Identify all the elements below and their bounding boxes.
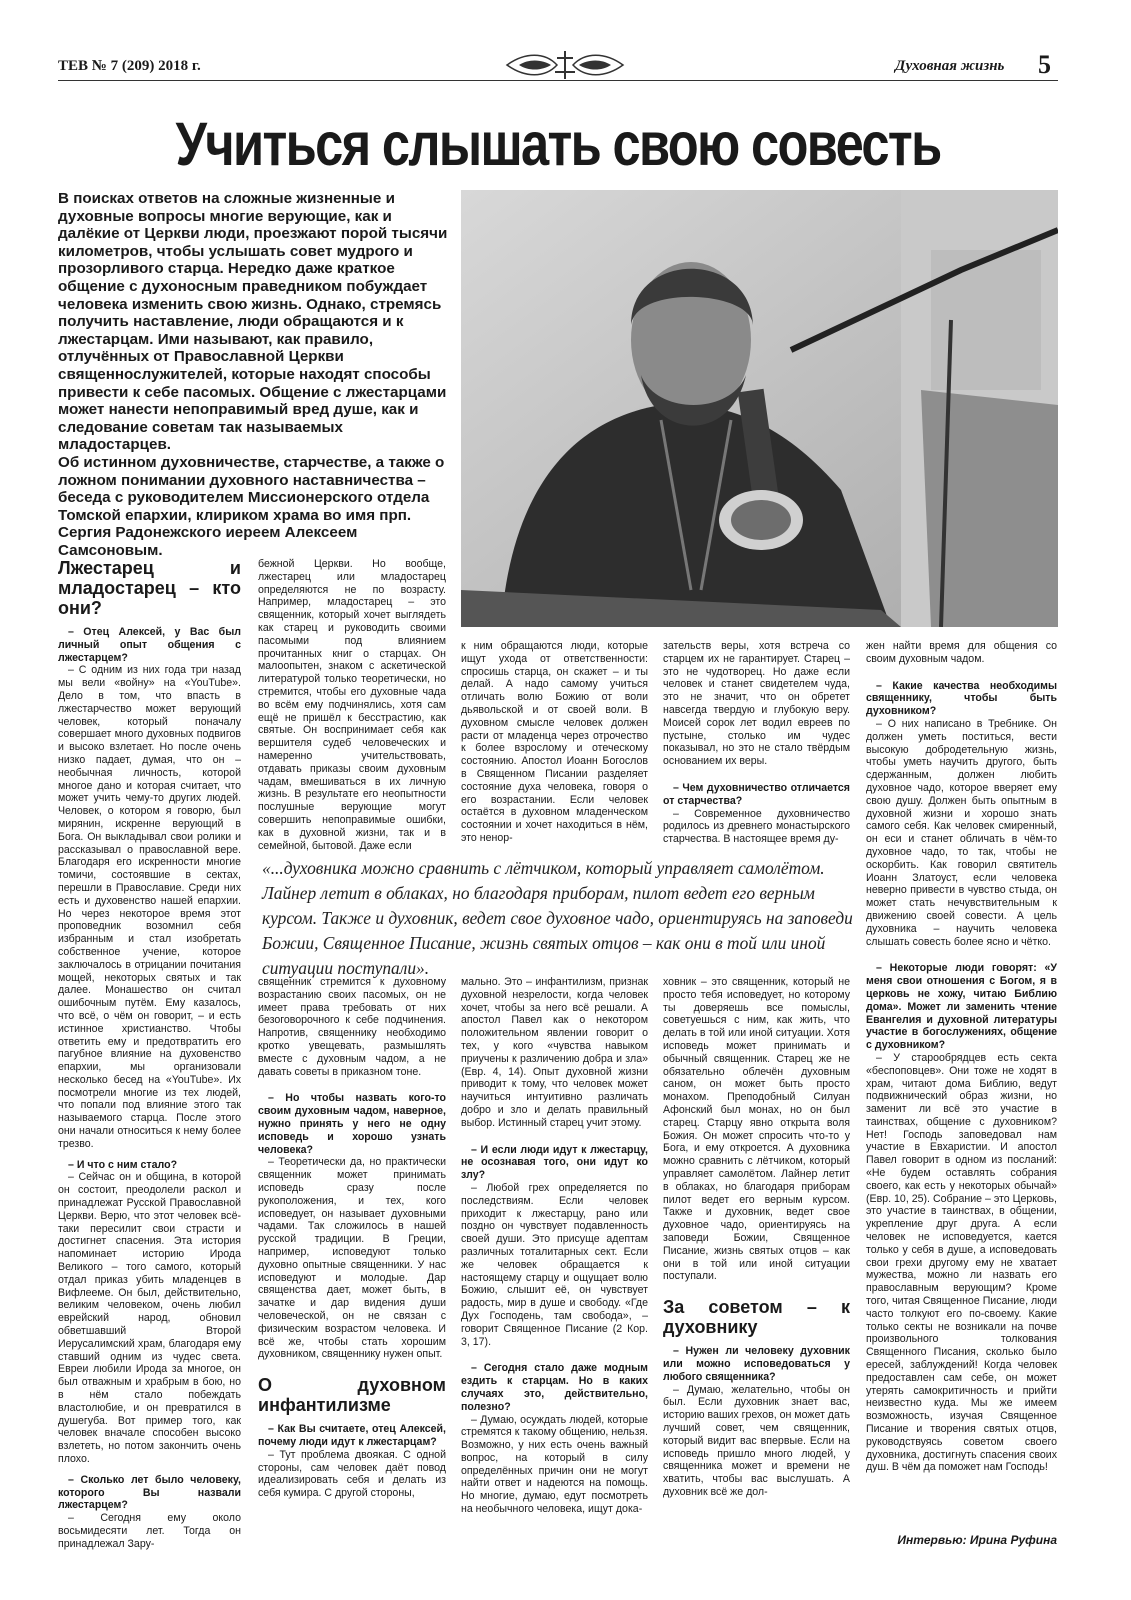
- question: – Нужен ли человеку духовник или можно исповедоваться у любого священника?: [663, 1345, 850, 1383]
- answer-paragraph: – Думаю, осуждать людей, которые стремятся к такому общению, нельзя. Возможно, у них есть очень важный вопрос, на который в силу определённых причин они не могут найти ответ и надеются на помощь. Но многие, думаю, едут посмотреть на необычного человека, ищут дока-: [461, 1413, 648, 1516]
- answer-paragraph: – О них написано в Требнике. Он должен уметь поститься, вести высокую добродетельную жизнь, чтобы уметь научить другого, быть сдержанным, должен любить духовное чадо, которое вверяет ему свою душу. Должен быть опытным в духовной жизни и хорошо знать самого себя. Как человек смиренный, он еси и станет обличать в чём-то духовное чадо, то так, чтобы не оскорбить. Как говорил святитель Иоанн Златоуст, если человека неверно привести в чувство стыда, он может стать нечувствительным к движению своей совести. А цель духовника – научить человека слышать совесть более ясно и чётко.: [866, 717, 1057, 948]
- question: – Отец Алексей, у Вас был личный опыт общения с лжестарцем?: [58, 626, 241, 664]
- question: – И что с ним стало?: [68, 1158, 178, 1171]
- issue-info: ТЕВ № 7 (209) 2018 г.: [58, 58, 201, 74]
- priest-photo: [461, 190, 1058, 627]
- continued-paragraph: жен найти время для общения со своим духовным чадом.: [866, 640, 1057, 665]
- column-2-top: [258, 558, 446, 852]
- column-3-top: [461, 640, 648, 845]
- ornament-icon: [505, 48, 625, 82]
- lead-paragraph: Об истинном духовничестве, старчестве, а также о ложном понимании духовного наставничества – беседа с руководителем Миссионерского отдела Томской епархии, клириком храма во имя прп. Сергия Радонежского иереем Алексеем Самсоновым.: [58, 453, 445, 559]
- question: – Но чтобы назвать кого-то своим духовным чадом, наверное, нужно принять у него не одну исповедь и хорошо узнать человека?: [258, 1092, 446, 1156]
- continued-paragraph: священник стремится к духовному возрастанию своих пасомых, он не имеет права требовать от них безоговорочного к себе подчинения. Напротив, священнику необходимо кротко увещевать, размышлять вместе с духовным чадом, а не давать советы в приказном тоне.: [258, 976, 446, 1078]
- continued-paragraph: ховник – это священник, который не просто тебя исповедует, но которому ты доверяешь все помыслы, советуешься с ним, как жить, что делать в той или иной ситуации. Хотя исповедь может принимать и обычный священник. Старец же не обязательно облечён духовным саном, он может быть просто монахом. Преподобный Силуан Афонский был монах, но он был старец. Старцу явно открыта воля Божия. Он может спросить что-то у Бога, и ему откроется. А духовника можно сравнить с лётчиком, который управляет самолётом. Лайнер летит в облаках, но благодаря приборам пилот ведет его верным курсом. Также и духовник, ведет свое духовное чадо, ориентируясь на заповеди Божии, Священное Писание, жизнь святых отцов – как они в той или иной ситуации поступали.: [663, 976, 850, 1283]
- author-signature: Интервью: Ирина Руфина: [897, 1533, 1057, 1547]
- answer-paragraph: – С одним из них года три назад мы вели «войну» на «YouTube». Дело в том, что впасть в лжестарчество может верующий человек, который поначалу совершает много духовных подвигов и высоко взлетает. Но после очень низко падает, думая, что он – необычная личность, которой многое дано и которая считает, что может учить чему-то других людей. Человек, о котором я говорю, был мирянин, искренне верующий в Бога. Он выкладывал свои ролики и рассказывал о православной вере. Благодаря его искренности многие томичи, состоявшие в сектах, перешли в Православие. Среди них есть и духовенство нашей епархии. Но через некоторое время этот проповедник возомнил себя избранным и стал изобретать собственное учение, которое заключалось в отрицании почитания мощей, некоторых святых и так далее. Монашество он считал ошибочным путём. Ему казалось, что всё, о чём он говорит, – и есть истинное христианство. Чтобы ответить ему и предотвратить его пагубное влияние на духовенство епархии, мы организовали несколько бесед на «YouTube». Их посмотрели многие из тех людей, что попали под влияние этого так называемого старца. После этого они начали относиться к нему более трезво.: [58, 664, 241, 1150]
- column-5: [866, 640, 1057, 1474]
- question: – Как Вы считаете, отец Алексей, почему люди идут к лжестарцам?: [258, 1423, 446, 1448]
- lead-paragraph: В поисках ответов на сложные жизненные и духовные вопросы многие верующие, как и далёкие от Церкви люди, проезжают порой тысячи километров, чтобы услышать совет мудрого и прозорливого старца. Нередко даже краткое общение с духоносным праведником побуждает человека изменить свою жизнь. Однако, стремясь получить наставление, люди обращаются и к лжестарцам. Ими называют, как правило, отлучённых от Православной Церкви священнослужителей, которые находят способы привести к себе пасомых. Общение с лжестарцами может нанести непоправимый вред душе, как и следование советам так называемых младостарцев.: [58, 190, 448, 454]
- question: – Какие качества необходимы священнику, чтобы быть духовником?: [866, 679, 1057, 718]
- answer-paragraph: – Современное духовничество родилось из древнего монастырского старчества. В настоящее время ду-: [663, 807, 850, 846]
- continued-paragraph: к ним обращаются люди, которые ищут ухода от ответственности: спросишь старца, он скажет – и ты делай. А надо самому учиться отличать волю Божию от воли дьявольской и от своей воли. В духовном смысле человек должен расти от младенца через отрочество к более взрослому и отеческому состоянию. Апостол Иоанн Богослов в Священном Писании разделяет состояние духа человека, говоря о его возрастании. Если человек остаётся в духовном младенческом состоянии и хочет находиться в нём, это ненор-: [461, 640, 648, 844]
- column-2-bottom: [258, 976, 446, 1500]
- section-heading: Лжестарец и младостарец – кто они?: [58, 558, 241, 618]
- column-3-bottom: [461, 976, 648, 1516]
- page-number: 5: [1038, 50, 1051, 79]
- section-name: Духовная жизнь: [895, 58, 1005, 74]
- continued-paragraph: бежной Церкви. Но вообще, лжестарец или младостарец определяются не по возрасту. Например, младостарец – это священник, который хочет выглядеть как старец и руководить своими пасомыми под влиянием прочитанных книг о старцах. Он малоопытен, знаком с аскетической литературой только теоретически, но стремится, чтобы его духовные чада во всём ему подчинялись, хотя сам ещё не пришёл к бесстрастию, как святые. Он воспринимает себя как вершителя судеб человеческих и намеренно учительствовать, отдавать приказы своим духовным чадам, вмешиваться в их личную жизнь. В результате его неопытности послушные верующие могут совершить непоправимые ошибки, как в духовной жизни, так и в семейной, бытовой. Даже если: [258, 558, 446, 852]
- answer-paragraph: – Тут проблема двоякая. С одной стороны, сам человек даёт повод идеализировать себя и делать из себя кумира. С другой стороны,: [258, 1448, 446, 1500]
- section-heading: О духовном инфантилизме: [258, 1375, 446, 1416]
- question: – И если люди идут к лжестарцу, не осознавая того, они идут ко злу?: [461, 1143, 648, 1182]
- question: – Сегодня стало даже модным ездить к старцам. Но в каких случаях это, действительно, полезно?: [461, 1362, 648, 1413]
- pull-quote: «...духовника можно сравнить с лётчиком, который управляет самолётом. Лайнер летит в облаках, но благодаря приборам, пилот ведет его верным курсом. Также и духовник, ведет свое духовное чадо, ориентируясь на заповеди Божии, Священное Писание, жизнь святых отцов – как они в той или иной ситуации поступали».: [262, 858, 853, 978]
- section-heading: За советом – к духовнику: [663, 1297, 850, 1338]
- question: – Чем духовничество отличается от старчества?: [663, 781, 850, 807]
- column-1: [58, 558, 241, 1551]
- article-title: Учиться слышать свою совесть: [175, 110, 941, 178]
- answer-paragraph: – Сегодня ему около восьмидесяти лет. Тогда он принадлежал Зару-: [58, 1512, 241, 1550]
- column-4-bottom: [663, 976, 850, 1499]
- answer-paragraph: – Теоретически да, но практически священник может принимать исповедь сразу после рукоположения, и тех, кого исповедует, он называет духовными чадами. Так сложилось в нашей русской традиции. В Греции, например, исповедуют только духовно опытные священники. У нас исповедуют и молодые. Дар священства дает, может быть, в зачатке и дар видения души человеческой, он не связан с физическим возрастом человека. И всё же, чтобы стать хорошим духовником, священнику нужен опыт.: [258, 1156, 446, 1361]
- answer-paragraph: – Думаю, желательно, чтобы он был. Если духовник знает вас, историю ваших грехов, он может дать лучший совет, чем священник, который видит вас впервые. Если на исповедь пришло много людей, у священника может и времени не хватить, чтобы вас выслушать. А духовник всё же дол-: [663, 1383, 850, 1498]
- answer-paragraph: – У старообрядцев есть секта «беспоповцев». Они тоже не ходят в храм, читают дома Библию, ведут подвижнический образ жизни, но заменит ли всё это участие в таинствах, общение с духовником? Нет! Господь заповедовал нам участие в Евхаристии. И апостол Павел говорит в одном из посланий: «Не будем оставлять собрания своего, как есть у некоторых обычай» (Евр. 10, 25). Собрание – это Церковь, это участие в таинствах, в общении, укрепление друг друга. А если человек не исповедуется, кается только у себя в душе, а исповедовать свои грехи другому ему не хватает мужества, можно ли назвать его православным верующим? Кроме того, читая Священное Писание, люди часто толкуют его по-своему. Какие только секты не возникали на почве произвольного толкования Священного Писания, сколько было ересей, заблуждений! Когда человек предоставлен сам себе, он может утерять самокритичность и прийти неизвестно куда. Мы же имеем возможность, изучая Священное Писание и творения святых отцов, руководствуясь советом своего духовника, достигнуть спасения своих душ. В чём да поможет нам Господь!: [866, 1051, 1057, 1474]
- continued-paragraph: зательств веры, хотя встреча со старцем их не гарантирует. Старец – это не чудотворец. Но даже если человек и станет свидетелем чуда, это не значит, что он обретет навсегда твердую и глубокую веру. Моисей сорок лет водил евреев по пустыне, столько им чудес показывал, но это не стало твёрдым основанием их веры.: [663, 640, 850, 768]
- question: – Сколько лет было человеку, которого Вы назвали лжестарцем?: [58, 1473, 241, 1512]
- answer-paragraph: – Любой грех определяется по последствиям. Если человек приходит к лжестарцу, рано или поздно он чувствует подавленность своей души. Это присуще адептам различных тоталитарных сект. Если же человек обращается к настоящему старцу и ощущает волю Божию, слышит её, он чувствует радость, мир в душе и свободу. «Где Дух Господень, там свобода», – говорит Священное Писание (2 Кор. 3, 17).: [461, 1181, 648, 1348]
- question: – Некоторые люди говорят: «У меня свои отношения с Богом, я в церковь не хожу, читаю Библию дома». Может ли заменить чтение Евангелия и духовной литературы участие в богослужениях, общение с духовником?: [866, 962, 1057, 1052]
- continued-paragraph: мально. Это – инфантилизм, признак духовной незрелости, когда человек хочет, чтобы за него всё решали. А апостол Павел как о некотором положительном явлении говорит о тех, у кого «чувства навыком приучены к различению добра и зла» (Евр. 4, 14). Опыт духовной жизни приводит к тому, что человек может научиться интуитивно различать добро и зло и делать правильный выбор. Истинный старец учит этому.: [461, 976, 648, 1129]
- article-lead: [58, 190, 456, 559]
- answer-paragraph: – Сейчас он и община, в которой он состоит, преодолели раскол и принадлежат Русской Православной Церкви. Верю, что этот человек всё-таки пересилит свои страсти и достигнет спасения. Эта история напоминает историю Ирода Великого – того самого, который отдал приказ убить младенцев в Вифлееме. Он был, действительно, великим человеком, очень любил еврейский народ, обновил обветшавший Второй Иерусалимский храм, благодаря ему ставший одним из чудес света. Евреи любили Ирода за многое, он был отважным и храбрым в бою, но в нём стало побеждать властолюбие, и он превратился в душегуба. Вот пример того, как человек вначале способен высоко взлететь, но потом закончить очень плохо.: [58, 1171, 241, 1465]
- header-rule: [58, 80, 1058, 81]
- column-4-top: [663, 640, 850, 846]
